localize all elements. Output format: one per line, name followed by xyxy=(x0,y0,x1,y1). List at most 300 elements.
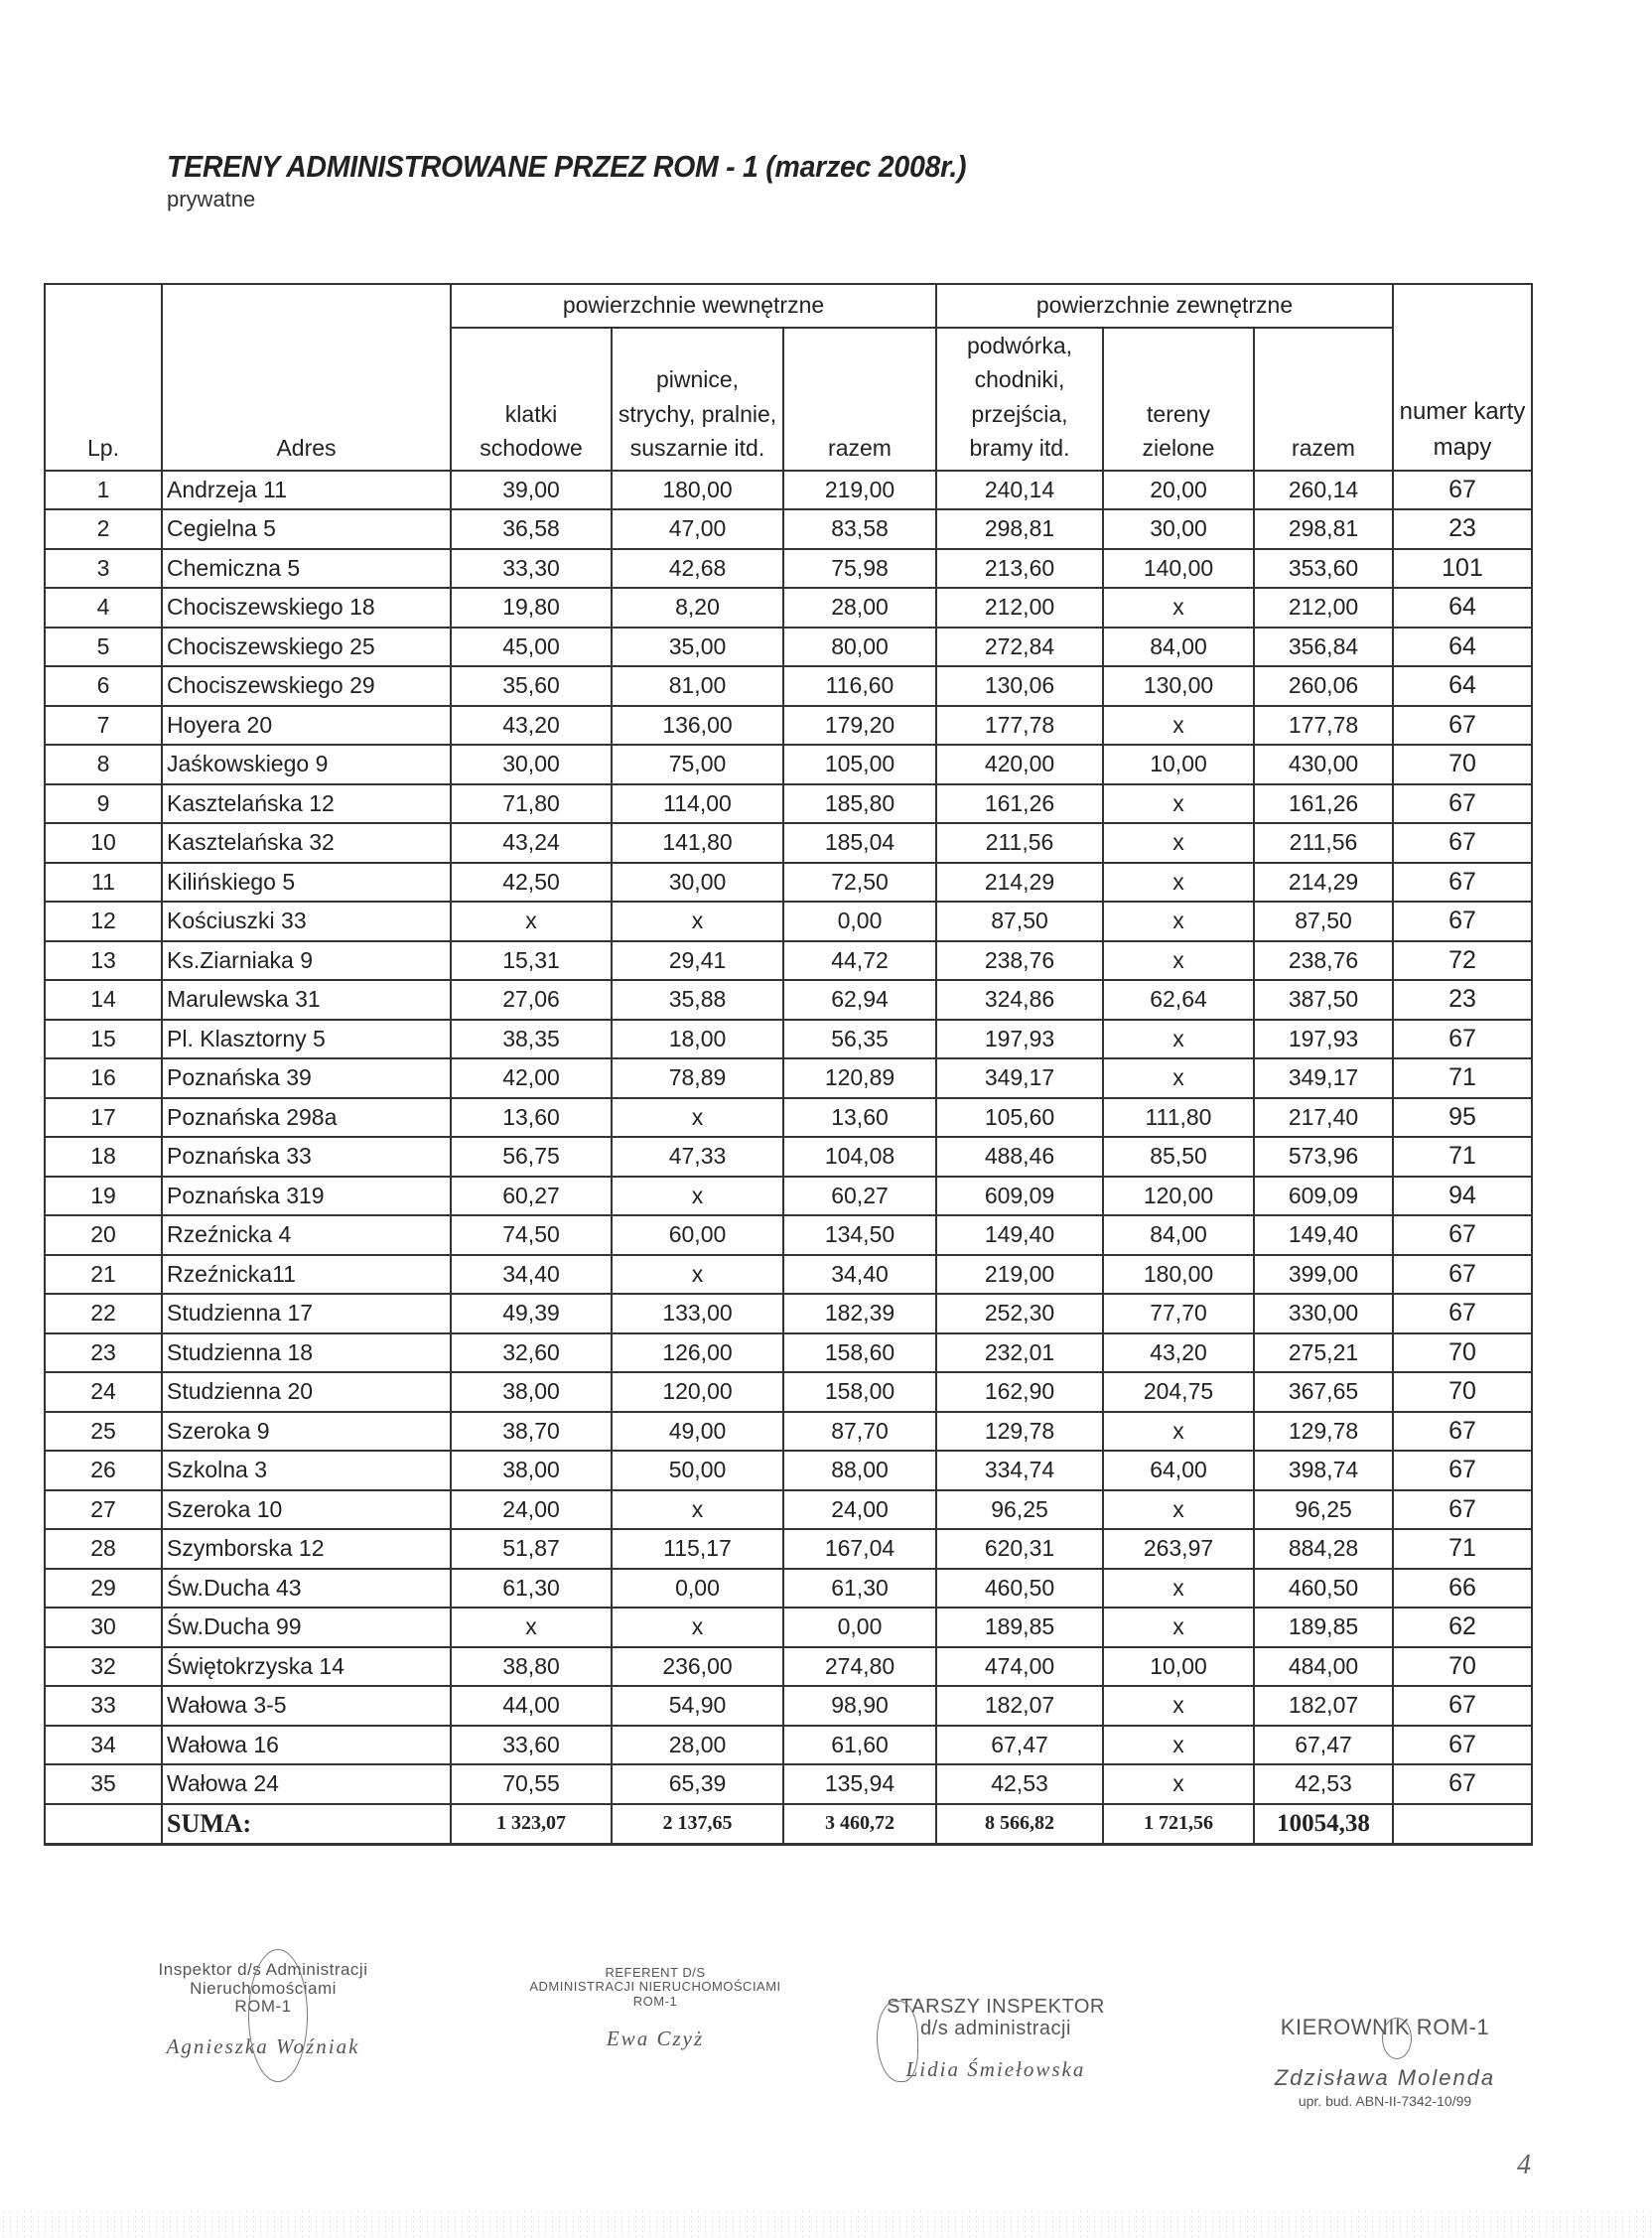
row-basements: 47,00 xyxy=(612,509,783,549)
row-stairwells: x xyxy=(451,902,612,941)
document-subtitle: prywatne xyxy=(167,187,256,211)
row-yards: 298,81 xyxy=(936,509,1103,549)
table-row xyxy=(45,1058,1532,1098)
row-yards: 149,40 xyxy=(936,1215,1103,1255)
header-basements: piwnice, strychy, pralnie, suszarnie itd. xyxy=(612,328,783,471)
row-yards: 474,00 xyxy=(936,1647,1103,1687)
row-internal-total: 158,60 xyxy=(783,1333,936,1373)
row-basements: 47,33 xyxy=(612,1137,783,1177)
stamp-role-line: REFERENT D/S xyxy=(605,1965,706,1980)
row-yards: 162,90 xyxy=(936,1372,1103,1412)
row-lp: 27 xyxy=(45,1490,162,1530)
row-external-total: 387,50 xyxy=(1254,980,1393,1020)
row-map-card: 67 xyxy=(1393,902,1532,941)
stamp-role-line: ROM-1 xyxy=(234,1997,292,2017)
page-number: 4 xyxy=(1517,2150,1531,2180)
row-green: 84,00 xyxy=(1103,628,1254,667)
table-row xyxy=(45,1764,1532,1804)
row-green: x xyxy=(1103,863,1254,903)
row-green: 120,00 xyxy=(1103,1177,1254,1216)
header-external-total: razem xyxy=(1254,328,1393,471)
row-internal-total: 75,98 xyxy=(783,549,936,589)
row-stairwells: 39,00 xyxy=(451,471,612,510)
row-basements: 50,00 xyxy=(612,1451,783,1490)
stamp-name: Zdzisława Molenda xyxy=(1274,2065,1496,2091)
areas-table xyxy=(44,283,1533,1846)
row-lp: 10 xyxy=(45,823,162,863)
row-basements: 29,41 xyxy=(612,941,783,981)
header-map-card: numer karty mapy xyxy=(1393,284,1532,471)
row-green: x xyxy=(1103,1764,1254,1804)
row-address: Kościuszki 33 xyxy=(162,902,451,941)
row-yards: 232,01 xyxy=(936,1333,1103,1373)
row-external-total: 177,78 xyxy=(1254,706,1393,746)
stamp-role-line: Nieruchomościami xyxy=(190,1978,337,1998)
row-lp: 25 xyxy=(45,1412,162,1452)
stamp-license: upr. bud. ABN-II-7342-10/99 xyxy=(1298,2093,1472,2110)
row-map-card: 67 xyxy=(1393,1294,1532,1333)
row-basements: 236,00 xyxy=(612,1647,783,1687)
row-lp: 21 xyxy=(45,1255,162,1295)
row-map-card: 95 xyxy=(1393,1098,1532,1138)
table-row xyxy=(45,1020,1532,1059)
row-green: 10,00 xyxy=(1103,745,1254,784)
stamp-role-line: Inspektor d/s Administracji xyxy=(158,1960,368,1979)
table-row xyxy=(45,1529,1532,1569)
table-row xyxy=(45,902,1532,941)
row-basements: 75,00 xyxy=(612,745,783,784)
row-yards: 488,46 xyxy=(936,1137,1103,1177)
row-internal-total: 72,50 xyxy=(783,863,936,903)
row-lp: 34 xyxy=(45,1726,162,1765)
row-internal-total: 167,04 xyxy=(783,1529,936,1569)
row-yards: 130,06 xyxy=(936,666,1103,706)
row-lp: 8 xyxy=(45,745,162,784)
row-address: Jaśkowskiego 9 xyxy=(162,745,451,784)
sum-basements: 2 137,65 xyxy=(612,1804,783,1845)
row-map-card: 67 xyxy=(1393,1764,1532,1804)
row-green: 85,50 xyxy=(1103,1137,1254,1177)
row-internal-total: 88,00 xyxy=(783,1451,936,1490)
row-green: x xyxy=(1103,1412,1254,1452)
row-lp: 28 xyxy=(45,1529,162,1569)
row-address: Rzeźnicka 4 xyxy=(162,1215,451,1255)
row-address: Świętokrzyska 14 xyxy=(162,1647,451,1687)
row-basements: 42,68 xyxy=(612,549,783,589)
row-basements: 78,89 xyxy=(612,1058,783,1098)
row-yards: 349,17 xyxy=(936,1058,1103,1098)
row-map-card: 67 xyxy=(1393,1412,1532,1452)
table-row xyxy=(45,706,1532,746)
row-yards: 87,50 xyxy=(936,902,1103,941)
row-green: x xyxy=(1103,1569,1254,1609)
row-external-total: 182,07 xyxy=(1254,1686,1393,1726)
row-stairwells: 32,60 xyxy=(451,1333,612,1373)
row-map-card: 67 xyxy=(1393,823,1532,863)
row-basements: 180,00 xyxy=(612,471,783,510)
table-row xyxy=(45,1490,1532,1530)
row-map-card: 70 xyxy=(1393,1372,1532,1412)
row-yards: 129,78 xyxy=(936,1412,1103,1452)
row-lp: 30 xyxy=(45,1608,162,1647)
row-map-card: 70 xyxy=(1393,745,1532,784)
row-address: Szeroka 10 xyxy=(162,1490,451,1530)
sum-stairwells: 1 323,07 xyxy=(451,1804,612,1845)
row-map-card: 64 xyxy=(1393,588,1532,628)
row-external-total: 189,85 xyxy=(1254,1608,1393,1647)
row-yards: 211,56 xyxy=(936,823,1103,863)
row-map-card: 67 xyxy=(1393,1255,1532,1295)
row-basements: x xyxy=(612,1177,783,1216)
row-lp: 1 xyxy=(45,471,162,510)
row-green: x xyxy=(1103,823,1254,863)
row-external-total: 275,21 xyxy=(1254,1333,1393,1373)
row-stairwells: 38,70 xyxy=(451,1412,612,1452)
row-green: 130,00 xyxy=(1103,666,1254,706)
row-address: Kasztelańska 32 xyxy=(162,823,451,863)
row-internal-total: 120,89 xyxy=(783,1058,936,1098)
table-row xyxy=(45,628,1532,667)
row-stairwells: 35,60 xyxy=(451,666,612,706)
row-green: 111,80 xyxy=(1103,1098,1254,1138)
row-basements: 115,17 xyxy=(612,1529,783,1569)
row-map-card: 64 xyxy=(1393,628,1532,667)
row-green: 43,20 xyxy=(1103,1333,1254,1373)
header-group-internal: powierzchnie wewnętrzne xyxy=(451,284,936,328)
row-lp: 15 xyxy=(45,1020,162,1059)
row-yards: 620,31 xyxy=(936,1529,1103,1569)
row-green: 20,00 xyxy=(1103,471,1254,510)
row-address: Chociszewskiego 18 xyxy=(162,588,451,628)
row-stairwells: 38,00 xyxy=(451,1372,612,1412)
table-row xyxy=(45,863,1532,903)
row-external-total: 96,25 xyxy=(1254,1490,1393,1530)
row-external-total: 353,60 xyxy=(1254,549,1393,589)
row-yards: 105,60 xyxy=(936,1098,1103,1138)
row-basements: x xyxy=(612,902,783,941)
row-yards: 197,93 xyxy=(936,1020,1103,1059)
row-basements: 120,00 xyxy=(612,1372,783,1412)
row-external-total: 217,40 xyxy=(1254,1098,1393,1138)
row-internal-total: 87,70 xyxy=(783,1412,936,1452)
row-yards: 272,84 xyxy=(936,628,1103,667)
row-stairwells: 13,60 xyxy=(451,1098,612,1138)
row-internal-total: 182,39 xyxy=(783,1294,936,1333)
row-lp: 18 xyxy=(45,1137,162,1177)
row-green: x xyxy=(1103,1020,1254,1059)
row-map-card: 64 xyxy=(1393,666,1532,706)
row-address: Kasztelańska 12 xyxy=(162,784,451,824)
row-address: Studzienna 17 xyxy=(162,1294,451,1333)
row-stairwells: 60,27 xyxy=(451,1177,612,1216)
stamp-role-line: STARSZY INSPEKTOR xyxy=(887,1996,1105,2018)
row-basements: 30,00 xyxy=(612,863,783,903)
row-address: Wałowa 3-5 xyxy=(162,1686,451,1726)
row-internal-total: 83,58 xyxy=(783,509,936,549)
row-stairwells: 44,00 xyxy=(451,1686,612,1726)
row-external-total: 330,00 xyxy=(1254,1294,1393,1333)
table-row xyxy=(45,823,1532,863)
row-map-card: 62 xyxy=(1393,1608,1532,1647)
row-internal-total: 0,00 xyxy=(783,902,936,941)
row-external-total: 238,76 xyxy=(1254,941,1393,981)
row-address: Poznańska 33 xyxy=(162,1137,451,1177)
table-header xyxy=(45,284,1532,471)
header-lp: Lp. xyxy=(45,284,162,471)
row-green: x xyxy=(1103,1490,1254,1530)
table-row xyxy=(45,1686,1532,1726)
row-stairwells: 24,00 xyxy=(451,1490,612,1530)
stamp-role-line: KIEROWNIK ROM-1 xyxy=(1280,2015,1490,2039)
row-external-total: 399,00 xyxy=(1254,1255,1393,1295)
row-green: 140,00 xyxy=(1103,549,1254,589)
table-row xyxy=(45,1647,1532,1687)
row-internal-total: 80,00 xyxy=(783,628,936,667)
table-row xyxy=(45,1215,1532,1255)
row-yards: 161,26 xyxy=(936,784,1103,824)
row-external-total: 211,56 xyxy=(1254,823,1393,863)
handwritten-signature-icon xyxy=(877,2001,918,2082)
row-lp: 35 xyxy=(45,1764,162,1804)
row-stairwells: 56,75 xyxy=(451,1137,612,1177)
row-stairwells: 33,30 xyxy=(451,549,612,589)
row-green: 62,64 xyxy=(1103,980,1254,1020)
row-map-card: 67 xyxy=(1393,1215,1532,1255)
row-green: x xyxy=(1103,1686,1254,1726)
row-external-total: 212,00 xyxy=(1254,588,1393,628)
row-green: 84,00 xyxy=(1103,1215,1254,1255)
row-green: 180,00 xyxy=(1103,1255,1254,1295)
row-map-card: 67 xyxy=(1393,1726,1532,1765)
row-basements: 54,90 xyxy=(612,1686,783,1726)
row-green: x xyxy=(1103,941,1254,981)
row-lp: 23 xyxy=(45,1333,162,1373)
row-yards: 609,09 xyxy=(936,1177,1103,1216)
row-external-total: 884,28 xyxy=(1254,1529,1393,1569)
row-internal-total: 34,40 xyxy=(783,1255,936,1295)
row-yards: 67,47 xyxy=(936,1726,1103,1765)
row-yards: 212,00 xyxy=(936,588,1103,628)
stamp-name: Ewa Czyż xyxy=(606,2026,705,2050)
table-row xyxy=(45,1451,1532,1490)
table-row xyxy=(45,1372,1532,1412)
row-address: Pl. Klasztorny 5 xyxy=(162,1020,451,1059)
row-map-card: 67 xyxy=(1393,1451,1532,1490)
row-green: 263,97 xyxy=(1103,1529,1254,1569)
row-internal-total: 185,04 xyxy=(783,823,936,863)
row-stairwells: 30,00 xyxy=(451,745,612,784)
row-stairwells: 61,30 xyxy=(451,1569,612,1609)
row-basements: 35,00 xyxy=(612,628,783,667)
stamp-role-line: ROM-1 xyxy=(632,1993,678,2009)
row-external-total: 609,09 xyxy=(1254,1177,1393,1216)
row-external-total: 573,96 xyxy=(1254,1137,1393,1177)
sum-label: SUMA: xyxy=(162,1804,451,1845)
table-row xyxy=(45,666,1532,706)
row-internal-total: 105,00 xyxy=(783,745,936,784)
row-green: 204,75 xyxy=(1103,1372,1254,1412)
table-row xyxy=(45,588,1532,628)
row-address: Poznańska 39 xyxy=(162,1058,451,1098)
table-row xyxy=(45,1608,1532,1647)
row-external-total: 161,26 xyxy=(1254,784,1393,824)
row-basements: 65,39 xyxy=(612,1764,783,1804)
row-internal-total: 116,60 xyxy=(783,666,936,706)
table-row xyxy=(45,1294,1532,1333)
row-green: x xyxy=(1103,1608,1254,1647)
row-lp: 20 xyxy=(45,1215,162,1255)
row-yards: 177,78 xyxy=(936,706,1103,746)
row-yards: 420,00 xyxy=(936,745,1103,784)
row-yards: 42,53 xyxy=(936,1764,1103,1804)
row-basements: x xyxy=(612,1490,783,1530)
row-address: Św.Ducha 99 xyxy=(162,1608,451,1647)
row-basements: 81,00 xyxy=(612,666,783,706)
row-lp: 5 xyxy=(45,628,162,667)
row-internal-total: 60,27 xyxy=(783,1177,936,1216)
table-row xyxy=(45,784,1532,824)
row-stairwells: x xyxy=(451,1608,612,1647)
row-external-total: 356,84 xyxy=(1254,628,1393,667)
row-external-total: 260,14 xyxy=(1254,471,1393,510)
row-green: x xyxy=(1103,902,1254,941)
row-basements: x xyxy=(612,1608,783,1647)
row-internal-total: 179,20 xyxy=(783,706,936,746)
row-yards: 460,50 xyxy=(936,1569,1103,1609)
row-lp: 24 xyxy=(45,1372,162,1412)
sum-map-card xyxy=(1393,1804,1532,1845)
row-basements: x xyxy=(612,1098,783,1138)
row-lp: 7 xyxy=(45,706,162,746)
table-row xyxy=(45,1569,1532,1609)
row-basements: 28,00 xyxy=(612,1726,783,1765)
table-row xyxy=(45,1333,1532,1373)
row-address: Cegielna 5 xyxy=(162,509,451,549)
row-map-card: 70 xyxy=(1393,1647,1532,1687)
row-lp: 14 xyxy=(45,980,162,1020)
header-internal-total: razem xyxy=(783,328,936,471)
row-lp: 13 xyxy=(45,941,162,981)
sum-internal-total: 3 460,72 xyxy=(783,1804,936,1845)
row-basements: 114,00 xyxy=(612,784,783,824)
signature-stamp-referent xyxy=(501,1966,809,2051)
row-address: Chemiczna 5 xyxy=(162,549,451,589)
table-body xyxy=(45,471,1532,1804)
areas-table-container xyxy=(44,283,1533,1846)
stamp-name: Lidia Śmiełowska xyxy=(905,2057,1086,2081)
row-address: Marulewska 31 xyxy=(162,980,451,1020)
row-map-card: 66 xyxy=(1393,1569,1532,1609)
sum-external-total: 10054,38 xyxy=(1254,1804,1393,1845)
table-row xyxy=(45,1255,1532,1295)
row-basements: 18,00 xyxy=(612,1020,783,1059)
table-row xyxy=(45,1412,1532,1452)
row-lp: 11 xyxy=(45,863,162,903)
row-map-card: 67 xyxy=(1393,706,1532,746)
row-lp: 4 xyxy=(45,588,162,628)
row-internal-total: 24,00 xyxy=(783,1490,936,1530)
row-address: Hoyera 20 xyxy=(162,706,451,746)
sum-green: 1 721,56 xyxy=(1103,1804,1254,1845)
row-internal-total: 185,80 xyxy=(783,784,936,824)
row-lp: 32 xyxy=(45,1647,162,1687)
row-stairwells: 70,55 xyxy=(451,1764,612,1804)
row-address: Studzienna 18 xyxy=(162,1333,451,1373)
row-map-card: 67 xyxy=(1393,863,1532,903)
row-internal-total: 62,94 xyxy=(783,980,936,1020)
row-address: Ks.Ziarniaka 9 xyxy=(162,941,451,981)
row-map-card: 94 xyxy=(1393,1177,1532,1216)
row-stairwells: 33,60 xyxy=(451,1726,612,1765)
row-lp: 3 xyxy=(45,549,162,589)
row-internal-total: 274,80 xyxy=(783,1647,936,1687)
row-map-card: 67 xyxy=(1393,784,1532,824)
row-lp: 9 xyxy=(45,784,162,824)
row-stairwells: 34,40 xyxy=(451,1255,612,1295)
row-basements: 35,88 xyxy=(612,980,783,1020)
row-address: Poznańska 319 xyxy=(162,1177,451,1216)
row-address: Poznańska 298a xyxy=(162,1098,451,1138)
row-yards: 213,60 xyxy=(936,549,1103,589)
header-address: Adres xyxy=(162,284,451,471)
row-map-card: 67 xyxy=(1393,1490,1532,1530)
row-map-card: 23 xyxy=(1393,509,1532,549)
row-green: x xyxy=(1103,784,1254,824)
row-basements: x xyxy=(612,1255,783,1295)
row-green: x xyxy=(1103,1058,1254,1098)
table-row xyxy=(45,745,1532,784)
table-row xyxy=(45,980,1532,1020)
row-lp: 19 xyxy=(45,1177,162,1216)
row-basements: 141,80 xyxy=(612,823,783,863)
row-external-total: 42,53 xyxy=(1254,1764,1393,1804)
row-map-card: 71 xyxy=(1393,1058,1532,1098)
row-lp: 33 xyxy=(45,1686,162,1726)
row-yards: 189,85 xyxy=(936,1608,1103,1647)
row-external-total: 197,93 xyxy=(1254,1020,1393,1059)
row-address: Wałowa 24 xyxy=(162,1764,451,1804)
row-basements: 126,00 xyxy=(612,1333,783,1373)
row-yards: 182,07 xyxy=(936,1686,1103,1726)
row-yards: 96,25 xyxy=(936,1490,1103,1530)
row-yards: 214,29 xyxy=(936,863,1103,903)
row-map-card: 72 xyxy=(1393,941,1532,981)
row-yards: 219,00 xyxy=(936,1255,1103,1295)
row-lp: 17 xyxy=(45,1098,162,1138)
row-external-total: 367,65 xyxy=(1254,1372,1393,1412)
row-stairwells: 42,00 xyxy=(451,1058,612,1098)
table-row xyxy=(45,549,1532,589)
row-stairwells: 38,35 xyxy=(451,1020,612,1059)
row-stairwells: 45,00 xyxy=(451,628,612,667)
row-external-total: 298,81 xyxy=(1254,509,1393,549)
row-map-card: 71 xyxy=(1393,1529,1532,1569)
row-basements: 8,20 xyxy=(612,588,783,628)
row-external-total: 430,00 xyxy=(1254,745,1393,784)
row-map-card: 71 xyxy=(1393,1137,1532,1177)
row-lp: 26 xyxy=(45,1451,162,1490)
row-stairwells: 49,39 xyxy=(451,1294,612,1333)
row-address: Szeroka 9 xyxy=(162,1412,451,1452)
row-stairwells: 42,50 xyxy=(451,863,612,903)
row-green: x xyxy=(1103,1726,1254,1765)
row-green: 30,00 xyxy=(1103,509,1254,549)
row-basements: 133,00 xyxy=(612,1294,783,1333)
row-map-card: 67 xyxy=(1393,1686,1532,1726)
row-internal-total: 135,94 xyxy=(783,1764,936,1804)
row-map-card: 67 xyxy=(1393,1020,1532,1059)
row-external-total: 149,40 xyxy=(1254,1215,1393,1255)
